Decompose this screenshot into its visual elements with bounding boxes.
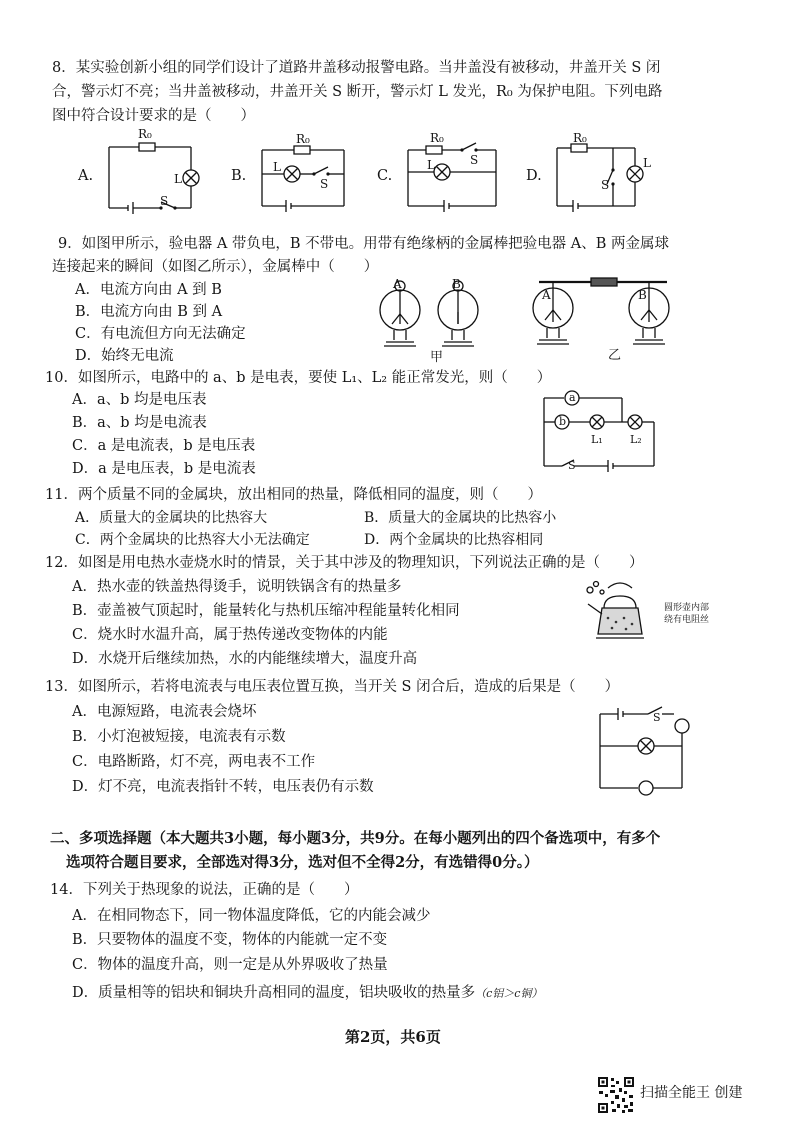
insulating-handle xyxy=(591,278,617,286)
q8-a-r0-label: R₀ xyxy=(138,127,152,141)
q9-stem-line1: 9．如图甲所示，验电器 A 带负电，B 不带电。用带有绝缘柄的金属棒把验电器 A、B 两金属球 xyxy=(58,236,670,252)
q9-yi-caption: 乙 xyxy=(608,348,622,363)
q8-option-b-label: B. xyxy=(231,168,247,184)
q9-option-a: A．电流方向由 A 到 B xyxy=(75,282,222,298)
q8-c-r0-label: R₀ xyxy=(430,131,444,145)
q10-option-a: A．a、b 均是电压表 xyxy=(72,392,207,408)
kettle-icon xyxy=(598,608,642,634)
kettle-handle-icon xyxy=(608,583,632,588)
q12-kettle-figure xyxy=(580,578,660,648)
q9-option-d: D．始终无电流 xyxy=(75,348,174,364)
q9-figure-yi xyxy=(533,272,673,352)
q8-circuit-a xyxy=(105,132,205,216)
q11-stem: 11．两个质量不同的金属块，放出相同的热量，降低相同的温度，则（ ） xyxy=(45,487,542,503)
resistor-icon xyxy=(139,143,155,151)
q14-option-d-formula: （c铝＞c铜） xyxy=(475,987,543,1000)
q9-jia-caption: 甲 xyxy=(430,350,444,365)
q9-yi-a-label: A xyxy=(542,288,551,302)
q12-option-a: A．热水壶的铁盖热得烫手，说明铁锅含有的热量多 xyxy=(72,579,402,595)
q12-option-c: C．烧水时水温升高，属于热传递改变物体的内能 xyxy=(72,627,388,643)
q14-option-d-text: D．质量相等的铝块和铜块升高相同的温度，铝块吸收的热量多 xyxy=(72,985,476,1001)
q14-option-a: A．在相同物态下，同一物体温度降低，它的内能会减少 xyxy=(72,908,431,924)
q10-l2-label: L₂ xyxy=(630,433,642,446)
q8-d-r0-label: R₀ xyxy=(573,131,587,145)
q12-fig-caption-line2: 绕有电阻丝 xyxy=(664,615,710,625)
q8-b-s-label: S xyxy=(320,177,329,191)
q10-option-c: C．a 是电流表，b 是电压表 xyxy=(72,438,256,454)
q13-circuit xyxy=(596,704,696,796)
q8-d-l-label: L xyxy=(643,156,651,170)
q14-stem: 14．下列关于热现象的说法，正确的是（ ） xyxy=(50,882,359,898)
q10-stem: 10．如图所示，电路中的 a、b 是电表，要使 L₁、L₂ 能正常发光，则（ ） xyxy=(45,370,552,386)
q8-c-l-label: L xyxy=(427,158,435,172)
q12-fig-caption-line1: 圆形壶内部 xyxy=(664,603,710,613)
q14-option-d xyxy=(72,983,542,1004)
q9-stem-line2: 连接起来的瞬间（如图乙所示），金属棒中（ ） xyxy=(52,259,379,275)
q9-figure-jia xyxy=(374,276,494,352)
q10-l1-label: L₁ xyxy=(591,433,603,446)
q13-option-a: A．电源短路，电流表会烧坏 xyxy=(72,704,257,720)
q13-option-d: D．灯不亮，电流表指针不转，电压表仍有示数 xyxy=(72,779,374,795)
q10-s-label: S xyxy=(568,459,576,472)
q9-jia-b-label: B xyxy=(452,277,461,291)
q8-b-l-label: L xyxy=(273,160,281,174)
q8-option-d-label: D. xyxy=(526,168,542,184)
q12-stem: 12．如图是用电热水壶烧水时的情景，关于其中涉及的物理知识，下列说法正确的是（ ） xyxy=(45,555,644,571)
q11-option-a: A．质量大的金属块的比热容大 xyxy=(75,510,268,526)
q8-a-l-label: L xyxy=(174,172,182,186)
q13-option-b: B．小灯泡被短接，电流表有示数 xyxy=(72,729,286,745)
q8-d-s-label: S xyxy=(601,178,610,192)
q8-stem-line3: 图中符合设计要求的是（ ） xyxy=(52,108,255,124)
section-2-heading-line1: 二、多项选择题（本大题共3小题，每小题3分，共9分。在每小题列出的四个备选项中，有多个 xyxy=(50,830,661,847)
q8-option-c-label: C. xyxy=(377,168,393,184)
q8-c-s-label: S xyxy=(470,153,479,167)
q10-meter-a-label: a xyxy=(569,391,576,404)
watermark-text: 扫描全能王 创建 xyxy=(640,1085,743,1101)
q9-option-c: C．有电流但方向无法确定 xyxy=(75,326,246,342)
q10-option-d: D．a 是电压表，b 是电流表 xyxy=(72,461,256,477)
q8-b-r0-label: R₀ xyxy=(296,132,310,146)
q8-stem-line1: 8．某实验创新小组的同学们设计了道路井盖移动报警电路。当井盖没有被移动，井盖开关 S 闭 xyxy=(52,60,661,76)
q8-a-s-label: S xyxy=(160,194,169,208)
switch-icon xyxy=(314,167,328,174)
meter-icon xyxy=(639,781,653,795)
q8-circuit-d xyxy=(553,134,653,214)
q12-option-d: D．水烧开后继续加热，水的内能继续增大，温度升高 xyxy=(72,651,418,667)
q9-yi-b-label: B xyxy=(638,288,647,302)
q11-option-c: C．两个金属块的比热容大小无法确定 xyxy=(75,532,310,548)
q9-jia-a-label: A xyxy=(393,277,402,291)
q8-stem-line2: 合，警示灯不亮；当井盖被移动，井盖开关 S 断开，警示灯 L 发光，R₀ 为保护电阻。下列电路 xyxy=(52,84,663,100)
meter-icon xyxy=(675,719,689,733)
q13-stem: 13．如图所示，若将电流表与电压表位置互换，当开关 S 闭合后，造成的后果是（ ） xyxy=(45,679,620,695)
q8-option-a-label: A. xyxy=(78,168,94,184)
q13-s-label: S xyxy=(653,711,661,724)
q11-option-b: B．质量大的金属块的比热容小 xyxy=(364,510,557,526)
q11-option-d: D．两个金属块的比热容相同 xyxy=(364,532,544,548)
q10-option-b: B．a、b 均是电流表 xyxy=(72,415,207,431)
q12-option-b: B．壶盖被气顶起时，能量转化与热机压缩冲程能量转化相同 xyxy=(72,603,460,619)
page-number: 第2页，共6页 xyxy=(345,1028,441,1046)
q8-circuit-c xyxy=(404,132,504,214)
section-2-heading-line2: 选项符合题目要求，全部选对得3分，选对但不全得2分，有选错得0分。） xyxy=(66,854,539,871)
q10-meter-b-label: b xyxy=(559,415,567,428)
q14-option-b: B．只要物体的温度不变，物体的内能就一定不变 xyxy=(72,932,388,948)
qr-code-icon xyxy=(597,1076,635,1114)
switch-icon xyxy=(462,143,476,150)
q14-option-c: C．物体的温度升高，则一定是从外界吸收了热量 xyxy=(72,957,388,973)
q13-option-c: C．电路断路，灯不亮，两电表不工作 xyxy=(72,754,316,770)
q9-option-b: B．电流方向由 B 到 A xyxy=(75,304,223,320)
